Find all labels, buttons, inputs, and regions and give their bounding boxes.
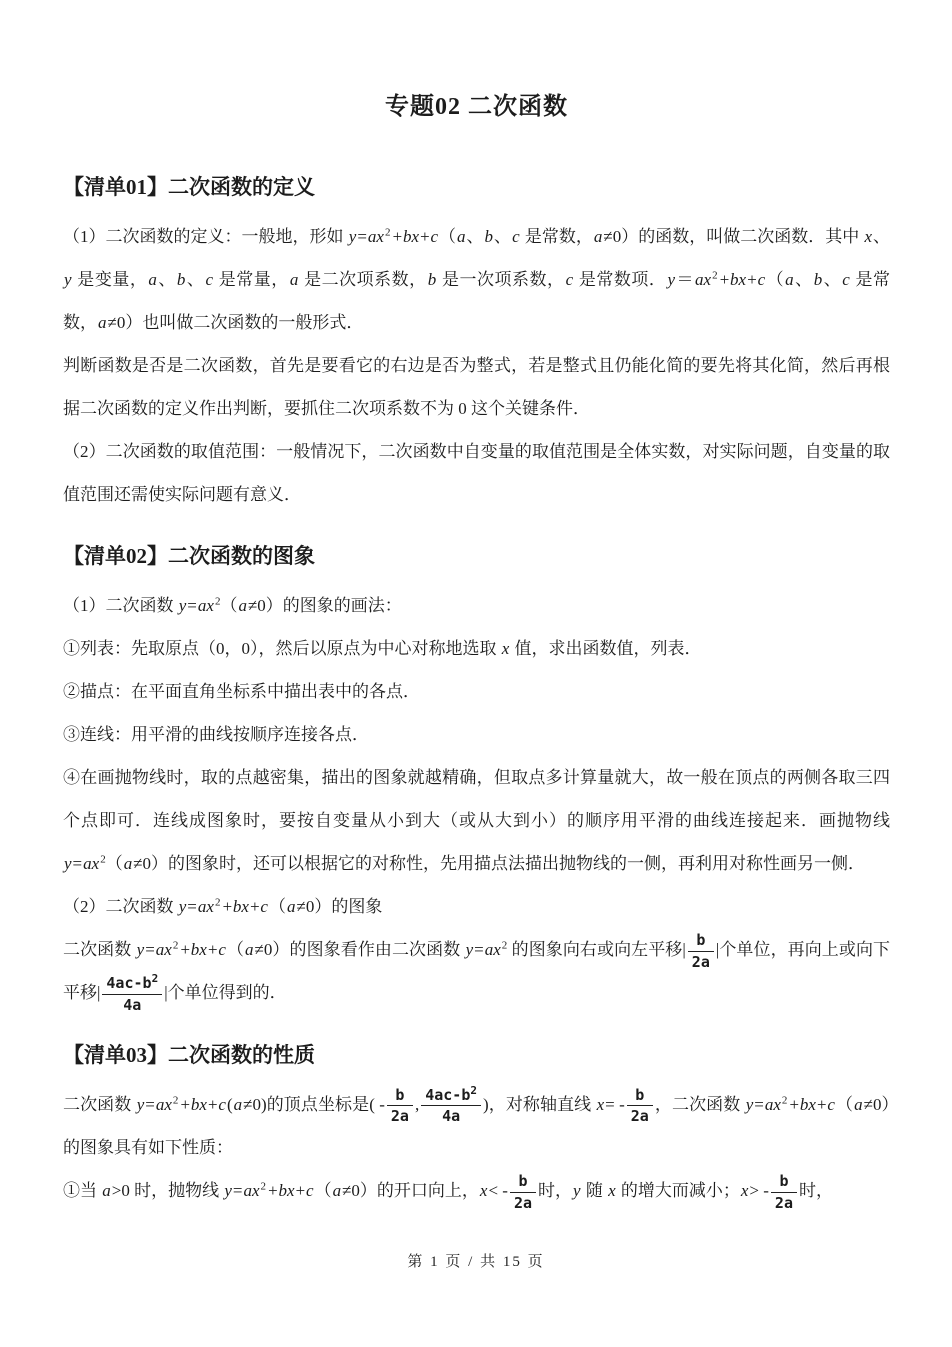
- math-variable: y: [348, 227, 357, 246]
- math-variable: x: [608, 1181, 616, 1201]
- fraction-numerator: $4ac-b^2$: [421, 1086, 481, 1107]
- math-variable: a: [238, 596, 247, 615]
- paragraph: （1）二次函数 $y=ax^2(a\ne 0)$的图象的画法：: [63, 595, 402, 615]
- fraction-denominator: 4a: [442, 1107, 461, 1126]
- paragraph: ③连线：用平滑的曲线按顺序连接各点．: [63, 725, 369, 744]
- superscript: 2: [151, 972, 159, 986]
- math-variable: +bx+c: [718, 270, 766, 289]
- superscript: 2: [172, 939, 179, 952]
- math-variable: a: [233, 1094, 243, 1114]
- fraction: [387, 1086, 413, 1127]
- section-heading: 【清单03】二次函数的性质: [63, 1042, 315, 1067]
- fraction-numerator: b: [771, 1172, 797, 1193]
- math-variable: a: [286, 897, 296, 916]
- math-variable: x: [864, 227, 873, 246]
- superscript: 2: [100, 853, 106, 866]
- paragraph: 二次函数 $y=ax^2+bx+c(a\ne 0)$的图象看作由二次函数 $y=ax^2$ 的图象向右或向左平移| $\frac{b}{2a}$ |个单位，再向上或向下平移| $\frac{4ac-b^2}{4a}$ |个单位得到的．: [63, 930, 891, 1014]
- math-variable: y: [224, 1181, 232, 1201]
- math-variable: y: [465, 940, 474, 959]
- fraction-denominator: 2a: [630, 1107, 649, 1126]
- superscript: 2: [384, 226, 391, 239]
- math-variable: a: [785, 270, 794, 289]
- math-variable: b: [484, 227, 494, 246]
- math-variable: a: [148, 270, 157, 289]
- fraction-numerator: b: [510, 1172, 536, 1193]
- math-variable: x: [479, 1181, 488, 1201]
- math-variable: b: [176, 270, 186, 289]
- math-variable: c: [842, 270, 850, 289]
- math-variable: ax: [155, 940, 172, 959]
- math-variable: a: [854, 1094, 863, 1114]
- math-variable: x: [740, 1181, 749, 1201]
- math-variable: a: [245, 940, 254, 959]
- fraction: [627, 1086, 653, 1127]
- math-variable: x: [596, 1094, 605, 1114]
- fraction: [688, 931, 714, 972]
- math-variable: +bx+c: [179, 1094, 226, 1114]
- document-sections: [63, 171, 890, 1212]
- fraction-denominator: 2a: [390, 1107, 409, 1126]
- paragraph: （1）二次函数的定义：一般地，形如 $y=ax^2+bx+c(a$、b、c 是常数，a≠0）的函数，叫做二次函数．其中 x、y 是变量，a、b、c 是常量，a 是二次项系数，b 是一次项系数，c 是常数项．$y=ax^2+bx+c(a$、b、c 是常数，a≠0）也叫做二次函数的一般形式．: [63, 226, 891, 332]
- math-variable: y: [64, 270, 72, 289]
- fraction-numerator: b: [688, 931, 714, 952]
- paragraph: 判断函数是否是二次函数，首先是要看它的右边是否为整式，若是整式且仍能化简的要先将其化简，然后再根据二次函数的定义作出判断，要抓住二次项系数不为 0 这个关键条件．: [63, 356, 890, 418]
- paragraph: （2）二次函数的取值范围：一般情况下，二次函数中自变量的取值范围是全体实数，对实际问题，自变量的取值范围还需使实际问题有意义．: [63, 442, 890, 504]
- fraction-numerator: $4ac-b^2$: [102, 974, 162, 995]
- fraction-numerator: b: [387, 1086, 413, 1107]
- superscript: 2: [470, 1083, 477, 1097]
- math-variable: y: [178, 596, 187, 615]
- math-variable: y: [64, 854, 72, 873]
- math-variable: +bx+c: [267, 1181, 314, 1201]
- math-variable: ax: [695, 270, 712, 289]
- math-variable: ax: [83, 854, 100, 873]
- paragraph: （2）二次函数 $y=ax^2+bx+c(a\ne 0)$的图象: [63, 896, 383, 916]
- math-variable: a: [102, 1181, 111, 1201]
- superscript: 2: [501, 939, 508, 952]
- math-variable: ax: [197, 596, 214, 615]
- section-heading: 【清单01】二次函数的定义: [63, 175, 315, 199]
- document-title: 专题02 二次函数: [385, 94, 568, 120]
- fraction: [421, 1083, 481, 1127]
- paragraph: 二次函数 $y=ax^2+bx+c(a\ne 0)$的顶点坐标是( - $\frac{b}{2a}$ , $\frac{4ac-b^2}{4a}$ )，对称轴直线 x= - $\frac{b}{2a}$ ，二次函数 $y=ax^2+bx+c(a\ne 0)$的图象具有如下性质：: [63, 1083, 891, 1158]
- math-variable: +bx+c: [221, 897, 268, 916]
- section-heading: 【清单02】二次函数的图象: [63, 544, 315, 568]
- fraction-denominator: 2a: [691, 952, 710, 971]
- paragraph: ④在画抛物线时，取的点越密集，描出的图象就越精确，但取点多计算量就大，故一般在顶点的两侧各取三四个点即可．连线成图象时，要按自变量从小到大（或从大到小）的顺序用平滑的曲线连接起来．画抛物线 $y=ax^2(a\ne 0)$的图象时，还可以根据它的对称性，先用描点法描出抛物线的一侧，再利用对称性画另一侧．: [63, 768, 890, 873]
- math-variable: y: [136, 940, 145, 959]
- math-variable: y: [136, 1094, 145, 1114]
- math-variable: b: [427, 270, 437, 289]
- page-footer: 第 1 页 / 共 15 页: [407, 1254, 545, 1270]
- superscript: 2: [260, 1180, 267, 1193]
- math-variable: ax: [243, 1181, 260, 1201]
- math-variable: a: [332, 1181, 342, 1201]
- math-variable: +bx+c: [788, 1094, 835, 1114]
- fraction-denominator: 2a: [513, 1193, 533, 1212]
- math-variable: y: [745, 1094, 754, 1114]
- fraction: [771, 1172, 797, 1213]
- math-variable: y: [573, 1181, 581, 1201]
- superscript: 2: [781, 1094, 788, 1107]
- math-variable: ax: [367, 227, 384, 246]
- math-variable: a: [289, 270, 299, 289]
- math-variable: a: [123, 854, 133, 873]
- fraction-denominator: 2a: [774, 1193, 793, 1212]
- math-variable: a: [98, 313, 107, 332]
- math-variable: +bx+c: [179, 940, 226, 959]
- math-variable: ax: [155, 1094, 172, 1114]
- fraction-numerator: b: [627, 1086, 653, 1107]
- paragraph: ②描点：在平面直角坐标系中描出表中的各点．: [63, 682, 420, 701]
- math-variable: a: [457, 227, 466, 246]
- math-variable: c: [512, 227, 520, 246]
- fraction-denominator: 4a: [123, 995, 142, 1014]
- math-variable: b: [813, 270, 823, 289]
- math-variable: c: [565, 270, 574, 289]
- math-variable: ax: [764, 1094, 781, 1114]
- fraction: [102, 974, 162, 1015]
- paragraph: ①当 a>0 时，抛物线 $y=ax^2+bx+c(a\ne 0)$的开口向上，x< - $\frac{b}{2a}$ 时，y 随 x 的增大而减小；x> - $\frac{b}{2a}$ 时，: [63, 1171, 833, 1212]
- paragraph: ①列表：先取原点（0，0），然后以原点为中心对称地选取 x 值，求出函数值，列表．: [63, 639, 702, 658]
- superscript: 2: [712, 269, 718, 282]
- math-variable: a: [593, 227, 603, 246]
- math-variable: y: [178, 897, 187, 916]
- math-variable: x: [501, 639, 510, 658]
- math-variable: c: [205, 270, 213, 289]
- superscript: 2: [214, 595, 221, 608]
- math-variable: ax: [197, 897, 214, 916]
- math-variable: +bx+c: [391, 227, 439, 246]
- math-variable: y: [667, 270, 675, 289]
- math-variable: ax: [484, 940, 501, 959]
- fraction: [510, 1172, 536, 1213]
- superscript: 2: [214, 896, 221, 909]
- superscript: 2: [172, 1094, 179, 1107]
